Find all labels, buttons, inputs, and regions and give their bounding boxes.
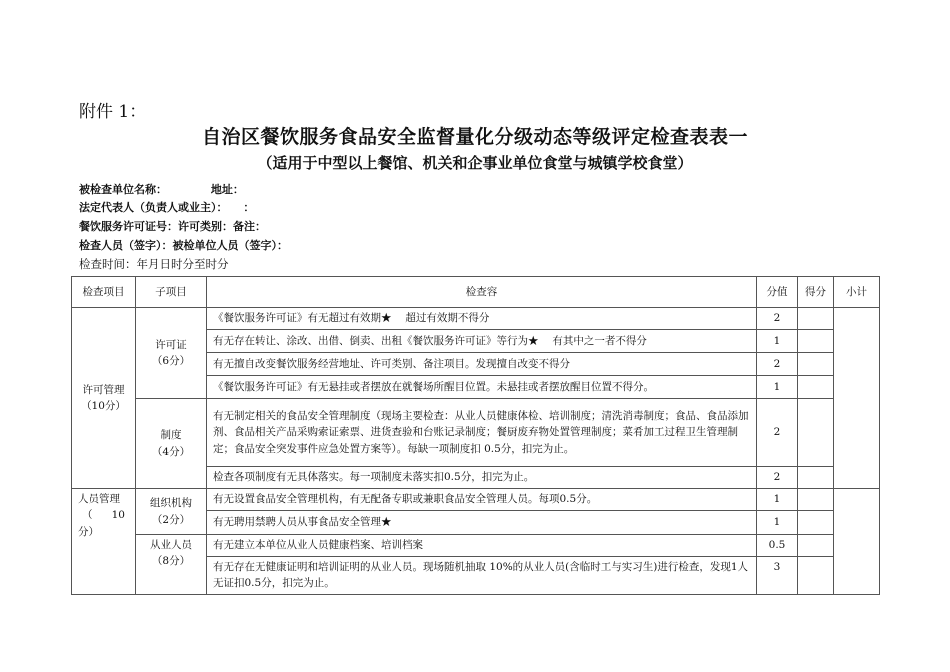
row-content: 《餐饮服务许可证》有无超过有效期★ 超过有效期不得分 (207, 308, 757, 330)
legal-rep-colon: ： (243, 201, 255, 214)
sub-name: 从业人员 (150, 539, 192, 551)
score-cell[interactable] (798, 467, 834, 489)
row-value: 2 (757, 399, 798, 467)
remarks-label: 备注： (233, 220, 266, 233)
row-value: 2 (757, 353, 798, 376)
header-value: 分值 (757, 277, 798, 308)
group-name: 许可管理 (82, 383, 125, 396)
table-row (72, 399, 880, 467)
score-cell[interactable] (798, 308, 834, 330)
row-content: 《餐饮服务许可证》有无悬挂或者摆放在就餐场所醒目位置。未悬挂或者摆放醒目位置不得分。 (207, 376, 757, 399)
group-staff-mgmt (72, 489, 136, 595)
score-cell[interactable] (798, 353, 834, 376)
row-value: 0.5 (757, 535, 798, 557)
group-score-close: 分） (78, 525, 99, 538)
row-value: 2 (757, 467, 798, 489)
address-label: 地址： (210, 183, 244, 196)
unit-name-label: 被检查单位名称： (79, 183, 167, 196)
row-value: 2 (757, 308, 798, 330)
row-content: 有无设置食品安全管理机构，有无配备专职或兼职食品安全管理人员。每项0.5分。 (207, 489, 757, 511)
header-subitem: 子项目 (136, 277, 207, 308)
subtotal-cell[interactable] (834, 489, 880, 595)
header-content: 检查容 (207, 277, 757, 308)
row-content: 检查各项制度有无具体落实。每一项制度未落实扣0.5分，扣完为止。 (207, 467, 757, 489)
row-content: 有无制定相关的食品安全管理制度（现场主要检查：从业人员健康体检、培训制度；清洗消毒制度；食品、食品添加剂、食品相关产品采购索证索票、进货查验和台账记录制度；餐厨废弃物处置管理制度；菜肴加工过程卫生管理制定；食品安全突发事件应急处置方案等）。每缺一项制度扣 0.5分，扣完为止。 (207, 399, 757, 467)
legal-rep-label: 法定代表人（负责人或业主）： (79, 201, 228, 214)
score-cell[interactable] (798, 376, 834, 399)
info-line-legal (79, 199, 254, 215)
score-cell[interactable] (798, 511, 834, 535)
score-cell[interactable] (798, 330, 834, 353)
row-value: 1 (757, 330, 798, 353)
row-value: 1 (757, 511, 798, 535)
group-license-mgmt (72, 308, 136, 489)
form-title: 自治区餐饮服务食品安全监督量化分级动态等级评定检查表表一 (201, 126, 748, 148)
sub-organization (136, 489, 207, 535)
group-name: 人员管理 (78, 493, 120, 505)
sub-license (136, 308, 207, 399)
score-cell[interactable] (798, 399, 834, 467)
row-content: 有无擅自改变餐饮服务经营地址、许可类别、备注项目。发现擅自改变不得分 (207, 353, 757, 376)
row-value: 1 (757, 376, 798, 399)
inspector-label: 检查人员（签字）： (79, 239, 173, 252)
group-score-line (78, 507, 129, 523)
row-content: 有无建立本单位从业人员健康档案、培训档案 (207, 535, 757, 557)
sub-score: （6分） (151, 355, 191, 367)
table-row (72, 535, 880, 557)
info-line-sign (79, 237, 288, 253)
license-type-label: 许可类别： (178, 220, 233, 233)
score-cell[interactable] (798, 489, 834, 511)
subtotal-cell[interactable] (834, 308, 880, 489)
table-header-row (72, 277, 880, 308)
attachment-label: 附件 1： (79, 102, 147, 122)
score-cell[interactable] (798, 535, 834, 557)
sub-name: 许可证 (155, 338, 187, 351)
inspection-table (71, 276, 880, 595)
sub-system (136, 399, 207, 489)
header-subtotal: 小计 (834, 277, 880, 308)
group-score-num: 10 (111, 509, 125, 522)
row-value: 1 (757, 489, 798, 511)
header-item: 检查项目 (72, 277, 136, 308)
row-content: 有无聘用禁聘人员从事食品安全管理★ (207, 511, 757, 535)
row-value: 3 (757, 557, 798, 595)
table-row (72, 489, 880, 511)
sub-score: （2分） (151, 513, 191, 526)
inspection-time: 检查时间：年月日时分至时分 (79, 257, 229, 271)
info-line-license (79, 218, 266, 234)
sub-name: 制度 (160, 429, 182, 442)
inspected-person-label: 被检单位人员（签字）： (172, 239, 288, 252)
header-score: 得分 (798, 277, 834, 308)
score-cell[interactable] (798, 557, 834, 595)
table-row (72, 308, 880, 330)
sub-score: （8分） (151, 555, 191, 568)
group-score: （10分） (81, 400, 126, 412)
sub-score: （4分） (151, 445, 191, 458)
sub-staff (136, 535, 207, 595)
info-line-unit (79, 181, 244, 197)
row-content: 有无存在无健康证明和培训证明的从业人员。现场随机抽取 10%的从业人员(含临时工与实习生)进行检查，发现1人无证扣0.5分，扣完为止。 (207, 557, 757, 595)
form-subtitle: （适用于中型以上餐馆、机关和企事业单位食堂与城镇学校食堂） (257, 154, 693, 172)
group-score-open: （ (82, 509, 93, 522)
row-content: 有无存在转让、涂改、出借、倒卖、出租《餐饮服务许可证》等行为★ 有其中之一者不得分 (207, 330, 757, 353)
license-no-label: 餐饮服务许可证号： (79, 220, 178, 233)
sub-name: 组织机构 (150, 497, 192, 510)
